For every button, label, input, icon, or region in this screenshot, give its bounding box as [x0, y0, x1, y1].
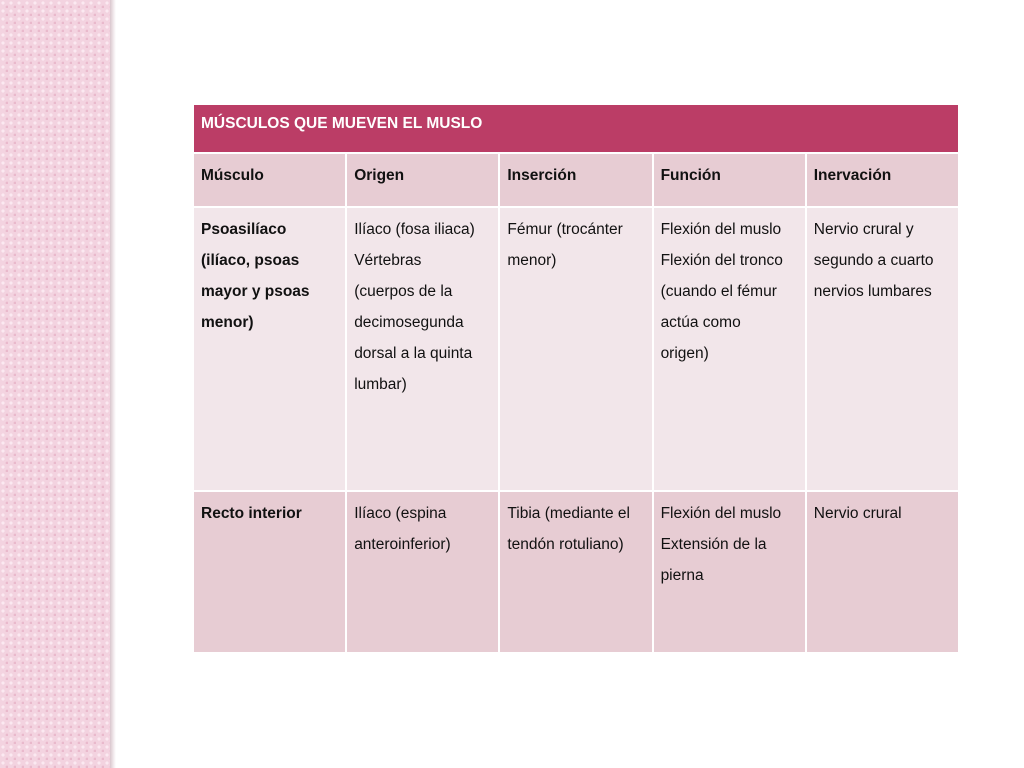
cell-line: dorsal a la quinta [354, 345, 473, 362]
cell-insertion [500, 208, 651, 490]
cell-line: pierna [660, 567, 704, 584]
cell-line: anteroinferior) [354, 536, 451, 553]
muscle-table [192, 103, 960, 654]
table-row [194, 208, 958, 490]
cell-line: Nervio crural y [813, 221, 914, 238]
cell-line: origen) [660, 345, 709, 362]
cell-line: (cuerpos de la [354, 283, 453, 300]
header-origin: Origen [347, 154, 498, 206]
cell-line: Flexión del muslo [660, 221, 782, 238]
cell-line: tendón rotuliano) [507, 536, 624, 553]
cell-line: (cuando el fémur [660, 283, 777, 300]
cell-line: Tibia (mediante el [507, 505, 630, 522]
header-function: Función [654, 154, 805, 206]
cell-line: Ilíaco (fosa iliaca) [354, 221, 475, 238]
table-title: MÚSCULOS QUE MUEVEN EL MUSLO [194, 105, 958, 152]
cell-line: menor) [507, 252, 557, 269]
cell-line: menor) [201, 314, 254, 331]
cell-line: Flexión del muslo [660, 505, 782, 522]
table-title-row [194, 105, 958, 152]
header-innervation: Inervación [807, 154, 958, 206]
cell-line: actúa como [660, 314, 741, 331]
decorative-side-band [0, 0, 110, 768]
cell-line: decimosegunda [354, 314, 464, 331]
cell-innervation [807, 208, 958, 490]
cell-function [654, 492, 805, 652]
table-row [194, 492, 958, 652]
cell-line: Extensión de la [660, 536, 767, 553]
cell-origin [347, 208, 498, 490]
cell-muscle [194, 208, 345, 490]
cell-line: mayor y psoas [201, 283, 310, 300]
cell-line: Psoasilíaco [201, 221, 287, 238]
table-header-row [194, 154, 958, 206]
cell-line: Nervio crural [813, 505, 902, 522]
cell-function [654, 208, 805, 490]
cell-insertion [500, 492, 651, 652]
cell-line: Fémur (trocánter [507, 221, 623, 238]
side-band-shadow [110, 0, 116, 768]
cell-line: Vértebras [354, 252, 422, 269]
cell-innervation [807, 492, 958, 652]
cell-line: lumbar) [354, 376, 407, 393]
cell-muscle [194, 492, 345, 652]
cell-line: Flexión del tronco [660, 252, 783, 269]
cell-line: nervios lumbares [813, 283, 932, 300]
header-insertion: Inserción [500, 154, 651, 206]
header-muscle: Músculo [194, 154, 345, 206]
cell-line: segundo a cuarto [813, 252, 934, 269]
cell-line: Recto interior [201, 505, 302, 522]
cell-origin [347, 492, 498, 652]
cell-line: (ilíaco, psoas [201, 252, 300, 269]
cell-line: Ilíaco (espina [354, 505, 447, 522]
